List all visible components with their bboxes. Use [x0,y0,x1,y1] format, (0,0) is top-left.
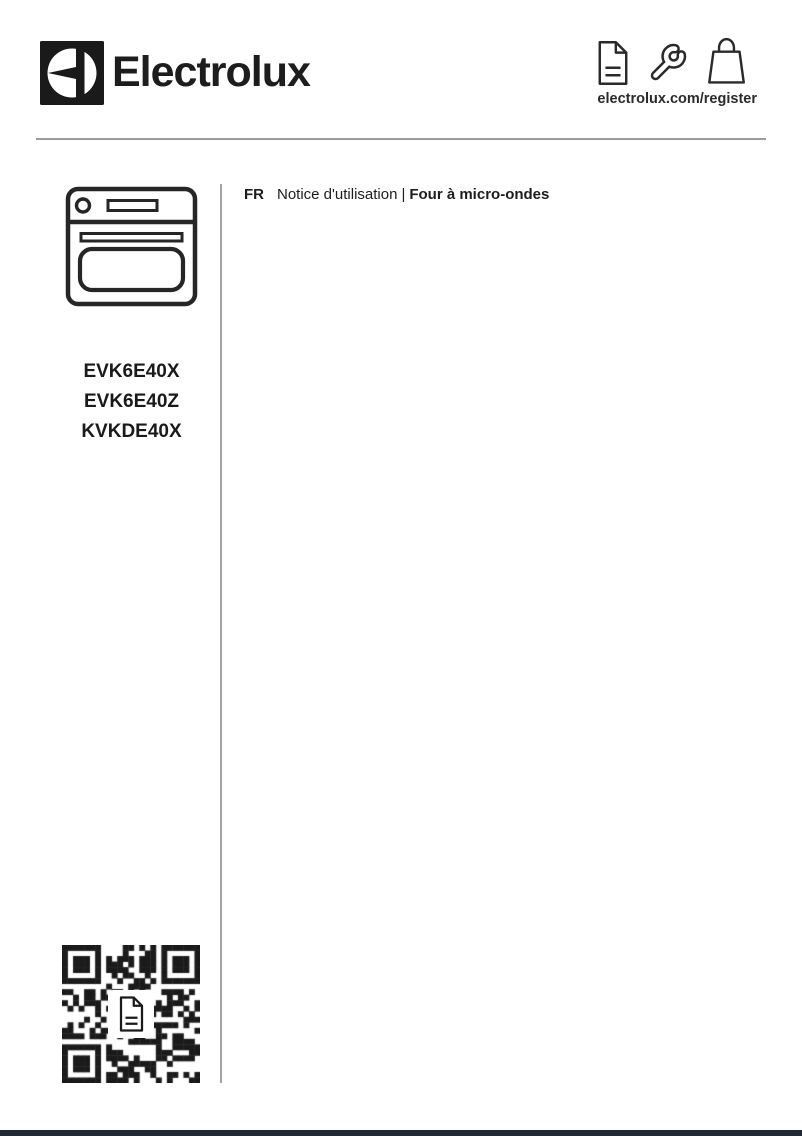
document-icon [596,40,630,86]
model-number: KVKDE40X [81,421,182,442]
register-block [596,36,757,107]
page-bottom-bar [0,1130,802,1136]
model-number: EVK6E40Z [83,391,180,412]
shopping-bag-icon [706,36,747,86]
column-divider [220,184,222,1083]
oven-icon [65,186,198,307]
qr-document-icon [118,996,145,1032]
language-code: FR [244,186,264,203]
wrench-icon [645,40,691,86]
qr-code [62,945,200,1083]
header-divider [36,138,766,140]
model-list [62,357,201,447]
register-icons [596,36,747,86]
product-column [62,186,201,447]
qr-center-badge [108,990,154,1038]
document-title-line [244,186,549,203]
title-separator: | [401,186,406,203]
register-url: electrolux.com/register [597,91,757,107]
product-title: Four à micro-ondes [409,186,550,203]
doc-type-label: Notice d'utilisation [277,186,398,203]
brand-wordmark: Electrolux [112,48,310,96]
electrolux-logo-icon [40,41,104,105]
model-number: EVK6E40X [83,361,180,382]
